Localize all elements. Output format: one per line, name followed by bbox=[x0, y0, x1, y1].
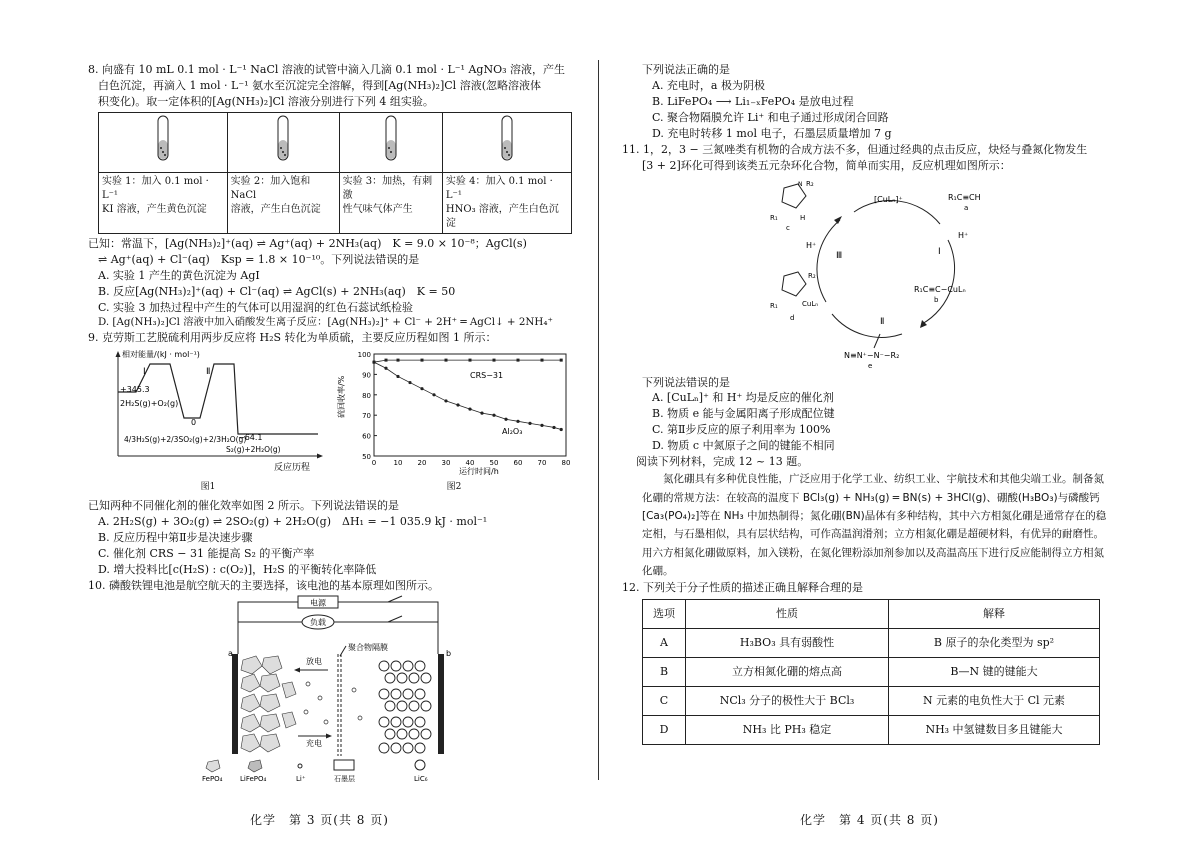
h-plus-right: H⁺ bbox=[958, 230, 969, 240]
alkyne-label-a: a bbox=[964, 203, 969, 212]
fig2-al-point bbox=[432, 393, 435, 396]
test-tube-icon bbox=[381, 114, 401, 166]
row-b-explanation: B—N 键的键能大 bbox=[889, 658, 1100, 687]
fig1-e-mid: 0 bbox=[191, 418, 197, 428]
electrode-b-label: b bbox=[446, 648, 452, 658]
reading-instruction: 阅读下列材料，完成 12 ~ 13 题。 bbox=[636, 455, 809, 469]
fig2-al-point bbox=[560, 428, 563, 431]
question-10 bbox=[88, 578, 586, 789]
table-row bbox=[643, 658, 1100, 687]
fig2-crs-line bbox=[374, 360, 561, 362]
table-row bbox=[643, 716, 1100, 745]
fig2-al-point bbox=[468, 408, 471, 411]
row-b-property: 立方相氮化硼的熔点高 bbox=[686, 658, 889, 687]
azide-e: N≡N⁺−N⁻−R₂ bbox=[844, 350, 900, 360]
fig2-crs-point bbox=[397, 359, 400, 362]
fig1-start-species: 2H₂S(g)+O₂(g) bbox=[120, 399, 179, 409]
diagram-legend bbox=[202, 760, 428, 783]
right-page bbox=[622, 62, 1112, 745]
step-2-label: Ⅱ bbox=[880, 316, 885, 327]
fig2-crs-point bbox=[445, 359, 448, 362]
fig2-crs-point bbox=[469, 359, 472, 362]
q12-table bbox=[642, 599, 1100, 745]
table-row bbox=[643, 629, 1100, 658]
fig2-xtick-label: 60 bbox=[513, 459, 523, 468]
fig2-al-point bbox=[552, 426, 555, 429]
graphite-layers bbox=[379, 661, 431, 753]
fig2-al-point bbox=[396, 375, 399, 378]
fig2-crs-point bbox=[421, 359, 424, 362]
svg-text:R₁: R₁ bbox=[770, 301, 778, 310]
q8-stem-line1: 8. 向盛有 10 mL 0.1 mol · L⁻¹ NaCl 溶液的试管中滴入几滴 0.1 mol · L⁻¹ AgNO₃ 溶液，产生 bbox=[88, 63, 565, 76]
legend-lic6: LiC₆ bbox=[414, 774, 428, 783]
q9-option-b: B. 反应历程中第Ⅱ步是决速步骤 bbox=[98, 531, 253, 545]
svg-text:CuLₙ: CuLₙ bbox=[802, 299, 819, 308]
test-tube-2 bbox=[227, 112, 339, 172]
fig2-series-crs-label: CRS−31 bbox=[470, 371, 504, 381]
fig2-xtick-label: 50 bbox=[489, 459, 499, 468]
fig1-step1: Ⅰ bbox=[143, 367, 146, 378]
fig2-ytick-label: 50 bbox=[362, 453, 371, 462]
fig2-crs-point bbox=[541, 359, 544, 362]
species-e-label: e bbox=[868, 361, 873, 370]
q8-option-c: C. 实验 3 加热过程中产生的气体可以用湿润的红色石蕊试纸检验 bbox=[98, 300, 414, 314]
catalyst-culn: [CuLₙ]⁺ bbox=[874, 194, 903, 204]
fig2-al-point bbox=[492, 414, 495, 417]
q8-known-line2: ⇌ Ag⁺(aq) + Cl⁻(aq) Ksp = 1.8 × 10⁻¹⁰。下列说法错误的是 bbox=[98, 252, 420, 266]
row-a-explanation: B 原子的杂化类型为 sp² bbox=[889, 629, 1100, 658]
svg-text:R₁: R₁ bbox=[770, 213, 778, 222]
legend-lifepo4: LiFePO₄ bbox=[240, 774, 267, 783]
q11-option-c: C. 第Ⅱ步反应的原子利用率为 100% bbox=[652, 423, 831, 437]
fig2-xtick-label: 30 bbox=[441, 459, 451, 468]
fig2-al-point bbox=[420, 387, 423, 390]
test-tube-4 bbox=[442, 112, 571, 172]
question-9 bbox=[88, 330, 586, 578]
fig1-caption: 图1 bbox=[200, 482, 216, 493]
q12-header-row bbox=[643, 600, 1100, 629]
click-reaction-mechanism bbox=[762, 174, 1002, 370]
legend-fepo4: FePO₄ bbox=[202, 774, 223, 783]
fig2-crs-point bbox=[493, 359, 496, 362]
fig2-ytick-label: 80 bbox=[362, 392, 371, 401]
species-d-label: d bbox=[790, 313, 795, 322]
fig2-ytick-label: 70 bbox=[362, 412, 371, 421]
q11-stem-line2: [3 + 2]环化可得到该类五元杂环化合物，简单而实用，反应机理如图所示： bbox=[642, 158, 1011, 172]
species-c-label: c bbox=[786, 223, 790, 232]
fig2-ytick-label: 90 bbox=[362, 371, 371, 380]
fig1-end-species: S₂(g)+2H₂O(g) bbox=[226, 445, 281, 455]
fig2-caption: 图2 bbox=[446, 482, 462, 493]
svg-text:R₂: R₂ bbox=[806, 179, 814, 188]
circuit-wire-top bbox=[238, 602, 438, 654]
question-11 bbox=[622, 142, 1112, 455]
fig2-xtick-label: 80 bbox=[561, 459, 571, 468]
header-option: 选项 bbox=[643, 600, 686, 629]
step-3-label: Ⅲ bbox=[836, 250, 843, 261]
fig2-al-point bbox=[384, 367, 387, 370]
fig1-ylabel: 相对能量/(kJ · mol⁻¹) bbox=[122, 350, 200, 360]
fig2-al-point bbox=[372, 361, 375, 364]
legend-graphite: 石墨层 bbox=[334, 774, 355, 783]
q11-option-a: A. [CuLₙ]⁺ 和 H⁺ 均是反应的催化剂 bbox=[652, 391, 834, 405]
lifepo4-material bbox=[241, 656, 296, 752]
row-d-property: NH₃ 比 PH₃ 稳定 bbox=[686, 716, 889, 745]
q8-option-a: A. 实验 1 产生的黄色沉淀为 AgI bbox=[98, 268, 260, 282]
fig2-ytick-label: 100 bbox=[357, 351, 371, 360]
experiment-1-caption: 实验 1：加入 0.1 mol · L⁻¹ KI 溶液，产生黄色沉淀 bbox=[99, 172, 228, 233]
header-explanation: 解释 bbox=[889, 600, 1100, 629]
triazole-d bbox=[770, 272, 818, 322]
q9-stem: 9. 克劳斯工艺脱硫利用两步反应将 H₂S 转化为单质硫，主要反应历程如图 1 所示： bbox=[88, 331, 497, 345]
left-page bbox=[88, 62, 586, 789]
footer-right: 化学 第 4 页(共 8 页) bbox=[800, 813, 939, 827]
species-b-label: b bbox=[934, 295, 939, 304]
q11-lead: 下列说法错误的是 bbox=[642, 375, 730, 389]
fig2-xtick-label: 20 bbox=[417, 459, 427, 468]
legend-li: Li⁺ bbox=[296, 774, 306, 783]
q8-known-line1: 已知：常温下，[Ag(NH₃)₂]⁺(aq) ⇌ Ag⁺(aq) + 2NH₃(aq) K = 9.0 × 10⁻⁸；AgCl(s) bbox=[88, 236, 527, 250]
energy-profile-chart bbox=[88, 348, 328, 476]
fig1-xlabel: 反应历程 bbox=[274, 463, 311, 474]
cycle-arc-bottom bbox=[832, 314, 902, 337]
fig2-al-point bbox=[444, 400, 447, 403]
load-label: 负载 bbox=[310, 617, 326, 627]
graphite-legend-icon bbox=[334, 760, 354, 770]
lifepo4-legend-icon bbox=[248, 760, 262, 772]
fig2-crs-point bbox=[385, 359, 388, 362]
power-label: 电源 bbox=[310, 598, 326, 608]
row-d-option: D bbox=[643, 716, 686, 745]
q9-option-d: D. 增大投料比[c(H₂S) : c(O₂)]，H₂S 的平衡转化率降低 bbox=[98, 563, 377, 577]
question-12 bbox=[622, 580, 1112, 745]
svg-text:N: N bbox=[798, 180, 803, 188]
fig2-xtick-label: 10 bbox=[393, 459, 403, 468]
row-c-option: C bbox=[643, 687, 686, 716]
svg-text:R₂: R₂ bbox=[808, 271, 816, 280]
experiment-4-caption: 实验 4：加入 0.1 mol · L⁻¹ HNO₃ 溶液，产生白色沉淀 bbox=[442, 172, 571, 233]
switch-1 bbox=[388, 596, 402, 602]
row-d-explanation: NH₃ 中氢键数目多且键能大 bbox=[889, 716, 1100, 745]
fig2-xtick-label: 0 bbox=[371, 459, 377, 468]
q8-stem-line2: 白色沉淀，再滴入 1 mol · L⁻¹ 氨水至沉淀完全溶解，得到[Ag(NH₃)₂]Cl 溶液(忽略溶液体 bbox=[98, 78, 541, 92]
question-8 bbox=[88, 62, 586, 330]
q8-option-b: B. 反应[Ag(NH₃)₂]⁺(aq) + Cl⁻(aq) ⇌ AgCl(s) + 2NH₃(aq) K = 50 bbox=[98, 284, 456, 298]
switch-2 bbox=[388, 616, 402, 622]
li-ion-legend-icon bbox=[298, 764, 302, 768]
fig2-al-point bbox=[480, 412, 483, 415]
row-c-property: NCl₃ 分子的极性大于 BCl₃ bbox=[686, 687, 889, 716]
q8-option-d: D. [Ag(NH₃)₂]Cl 溶液中加入硝酸发生离子反应：[Ag(NH₃)₂]⁺ + Cl⁻ + 2H⁺ ═ AgCl↓ + 2NH₄⁺ bbox=[98, 316, 553, 329]
row-a-option: A bbox=[643, 629, 686, 658]
q11-option-b: B. 物质 e 能与金属阳离子形成配位键 bbox=[652, 407, 835, 421]
fig1-e-start: +345.3 bbox=[120, 385, 150, 395]
h-plus-left: H⁺ bbox=[806, 240, 817, 250]
experiment-2-caption: 实验 2：加入饱和 NaCl 溶液，产生白色沉淀 bbox=[227, 172, 339, 233]
q8-stem-line3: 积变化)。取一定体积的[Ag(NH₃)₂]Cl 溶液分别进行下列 4 组实验。 bbox=[98, 94, 434, 108]
fig2-xtick-label: 40 bbox=[465, 459, 475, 468]
fepo4-legend-icon bbox=[206, 760, 220, 772]
svg-text:H: H bbox=[800, 213, 806, 222]
fig1-mid-species: 4/3H₂S(g)+2/3SO₂(g)+2/3H₂O(g) bbox=[124, 435, 247, 445]
test-tube-3 bbox=[339, 112, 442, 172]
q9-after: 已知两种不同催化剂的催化效率如图 2 所示。下列说法错误的是 bbox=[88, 499, 399, 513]
q9-option-c: C. 催化剂 CRS − 31 能提高 S₂ 的平衡产率 bbox=[98, 547, 315, 561]
fig2-al-point bbox=[456, 404, 459, 407]
fig2-ytick-label: 60 bbox=[362, 432, 371, 441]
discharge-label: 放电 bbox=[306, 656, 322, 666]
experiment-3-caption: 实验 3：加热，有刺激 性气味气体产生 bbox=[339, 172, 442, 233]
fig2-ylabel: 硫回收率/% bbox=[337, 376, 346, 419]
fig2-al-point bbox=[504, 418, 507, 421]
q10-option-a: A. 充电时，a 极为阴极 bbox=[652, 78, 765, 92]
test-tube-icon bbox=[153, 114, 173, 166]
fig2-al-point bbox=[516, 420, 519, 423]
fig2-al-point bbox=[408, 381, 411, 384]
recovery-rate-chart bbox=[334, 348, 574, 476]
lic6-legend-icon bbox=[415, 760, 425, 770]
fig2-plot-frame bbox=[374, 354, 566, 456]
q10-stem: 10. 磷酸铁锂电池是航空航天的主要选择，该电池的基本原理如图所示。 bbox=[88, 578, 439, 592]
species-b: R₁C≡C−CuLₙ bbox=[914, 284, 966, 294]
electrode-b bbox=[438, 654, 444, 754]
alkyne-species: R₁C≡CH bbox=[948, 192, 981, 202]
q9-option-a: A. 2H₂S(g) + 3O₂(g) ⇌ 2SO₂(g) + 2H₂O(g) ΔH₁ = −1 035.9 kJ · mol⁻¹ bbox=[98, 515, 488, 529]
figure-1 bbox=[88, 348, 328, 494]
q10-lead: 下列说法正确的是 bbox=[642, 63, 730, 76]
test-tube-1 bbox=[99, 112, 228, 172]
q11-option-d: D. 物质 c 中氮原子之间的键能不相同 bbox=[652, 439, 835, 453]
membrane-label: 聚合物隔膜 bbox=[348, 642, 388, 652]
page-divider bbox=[598, 60, 599, 780]
q11-stem-line1: 11. 1，2，3 − 三氮唑类有机物的合成方法不多，但通过经典的点击反应，炔烃与叠氮化物发生 bbox=[622, 142, 1088, 156]
fig2-al-point bbox=[528, 422, 531, 425]
test-tube-icon bbox=[497, 114, 517, 166]
header-property: 性质 bbox=[686, 600, 889, 629]
fig2-xlabel: 运行时间/h bbox=[459, 467, 499, 477]
li-ions bbox=[304, 682, 362, 724]
experiment-table bbox=[98, 112, 572, 234]
q10-option-d: D. 充电时转移 1 mol 电子，石墨层质量增加 7 g bbox=[652, 126, 892, 140]
row-b-option: B bbox=[643, 658, 686, 687]
fig2-series-al-label: Al₂O₃ bbox=[502, 427, 523, 437]
footer-left: 化学 第 3 页(共 8 页) bbox=[250, 813, 389, 827]
fig1-e-end: −64.1 bbox=[238, 433, 263, 443]
boron-nitride-passage: 氮化硼具有多种优良性能，广泛应用于化学工业、纺织工业、宇航技术和其他尖端工业。制备氮化硼的常规方法：在较高的温度下 BCl₃(g) + NH₃(g) ═ BN(s) + 3HCl(g)、硼酸(H₃BO₃)与磷酸钙[Ca₃(PO₄)₂]等在 NH₃ 中加热制得；氮化硼(BN)晶体有多种结构，其中六方相氮化硼是通常存在的稳定相，与石墨相似，具有层状结构，可作高温润滑剂；立方相氮化硼是超硬材料，有优异的耐磨性。用六方相氮化硼做原料，加入镁粉，在氮化锂粉添加剂参加以及高温高压下进行反应能制得立方相氮化硼。 bbox=[642, 473, 1107, 577]
charge-label: 充电 bbox=[306, 738, 322, 748]
q10-option-c: C. 聚合物隔膜允许 Li⁺ 和电子通过形成闭合回路 bbox=[652, 110, 889, 124]
electrode-a-label: a bbox=[228, 648, 233, 658]
q9-figures bbox=[88, 348, 586, 494]
cycle-arc-top bbox=[854, 200, 940, 223]
table-row bbox=[643, 687, 1100, 716]
triazole-c bbox=[770, 180, 814, 232]
q10-option-b: B. LiFePO₄ ⟶ Li₁₋ₓFePO₄ 是放电过程 bbox=[652, 94, 854, 108]
q12-stem: 12. 下列关于分子性质的描述正确且解释合理的是 bbox=[622, 581, 863, 595]
cycle-arc-left bbox=[817, 220, 843, 302]
fig2-crs-point bbox=[560, 359, 563, 362]
row-c-explanation: N 元素的电负性大于 Cl 元素 bbox=[889, 687, 1100, 716]
fig2-xtick-label: 70 bbox=[537, 459, 547, 468]
figure-2 bbox=[334, 348, 574, 494]
row-a-property: H₃BO₃ 具有弱酸性 bbox=[686, 629, 889, 658]
fig2-crs-point bbox=[517, 359, 520, 362]
battery-diagram bbox=[188, 594, 488, 784]
test-tube-icon bbox=[273, 114, 293, 166]
fig1-step2: Ⅱ bbox=[206, 367, 211, 378]
step-1-label: Ⅰ bbox=[938, 246, 941, 257]
fig2-al-point bbox=[540, 424, 543, 427]
electrode-a bbox=[232, 654, 238, 754]
fig2-al-line bbox=[374, 362, 561, 429]
